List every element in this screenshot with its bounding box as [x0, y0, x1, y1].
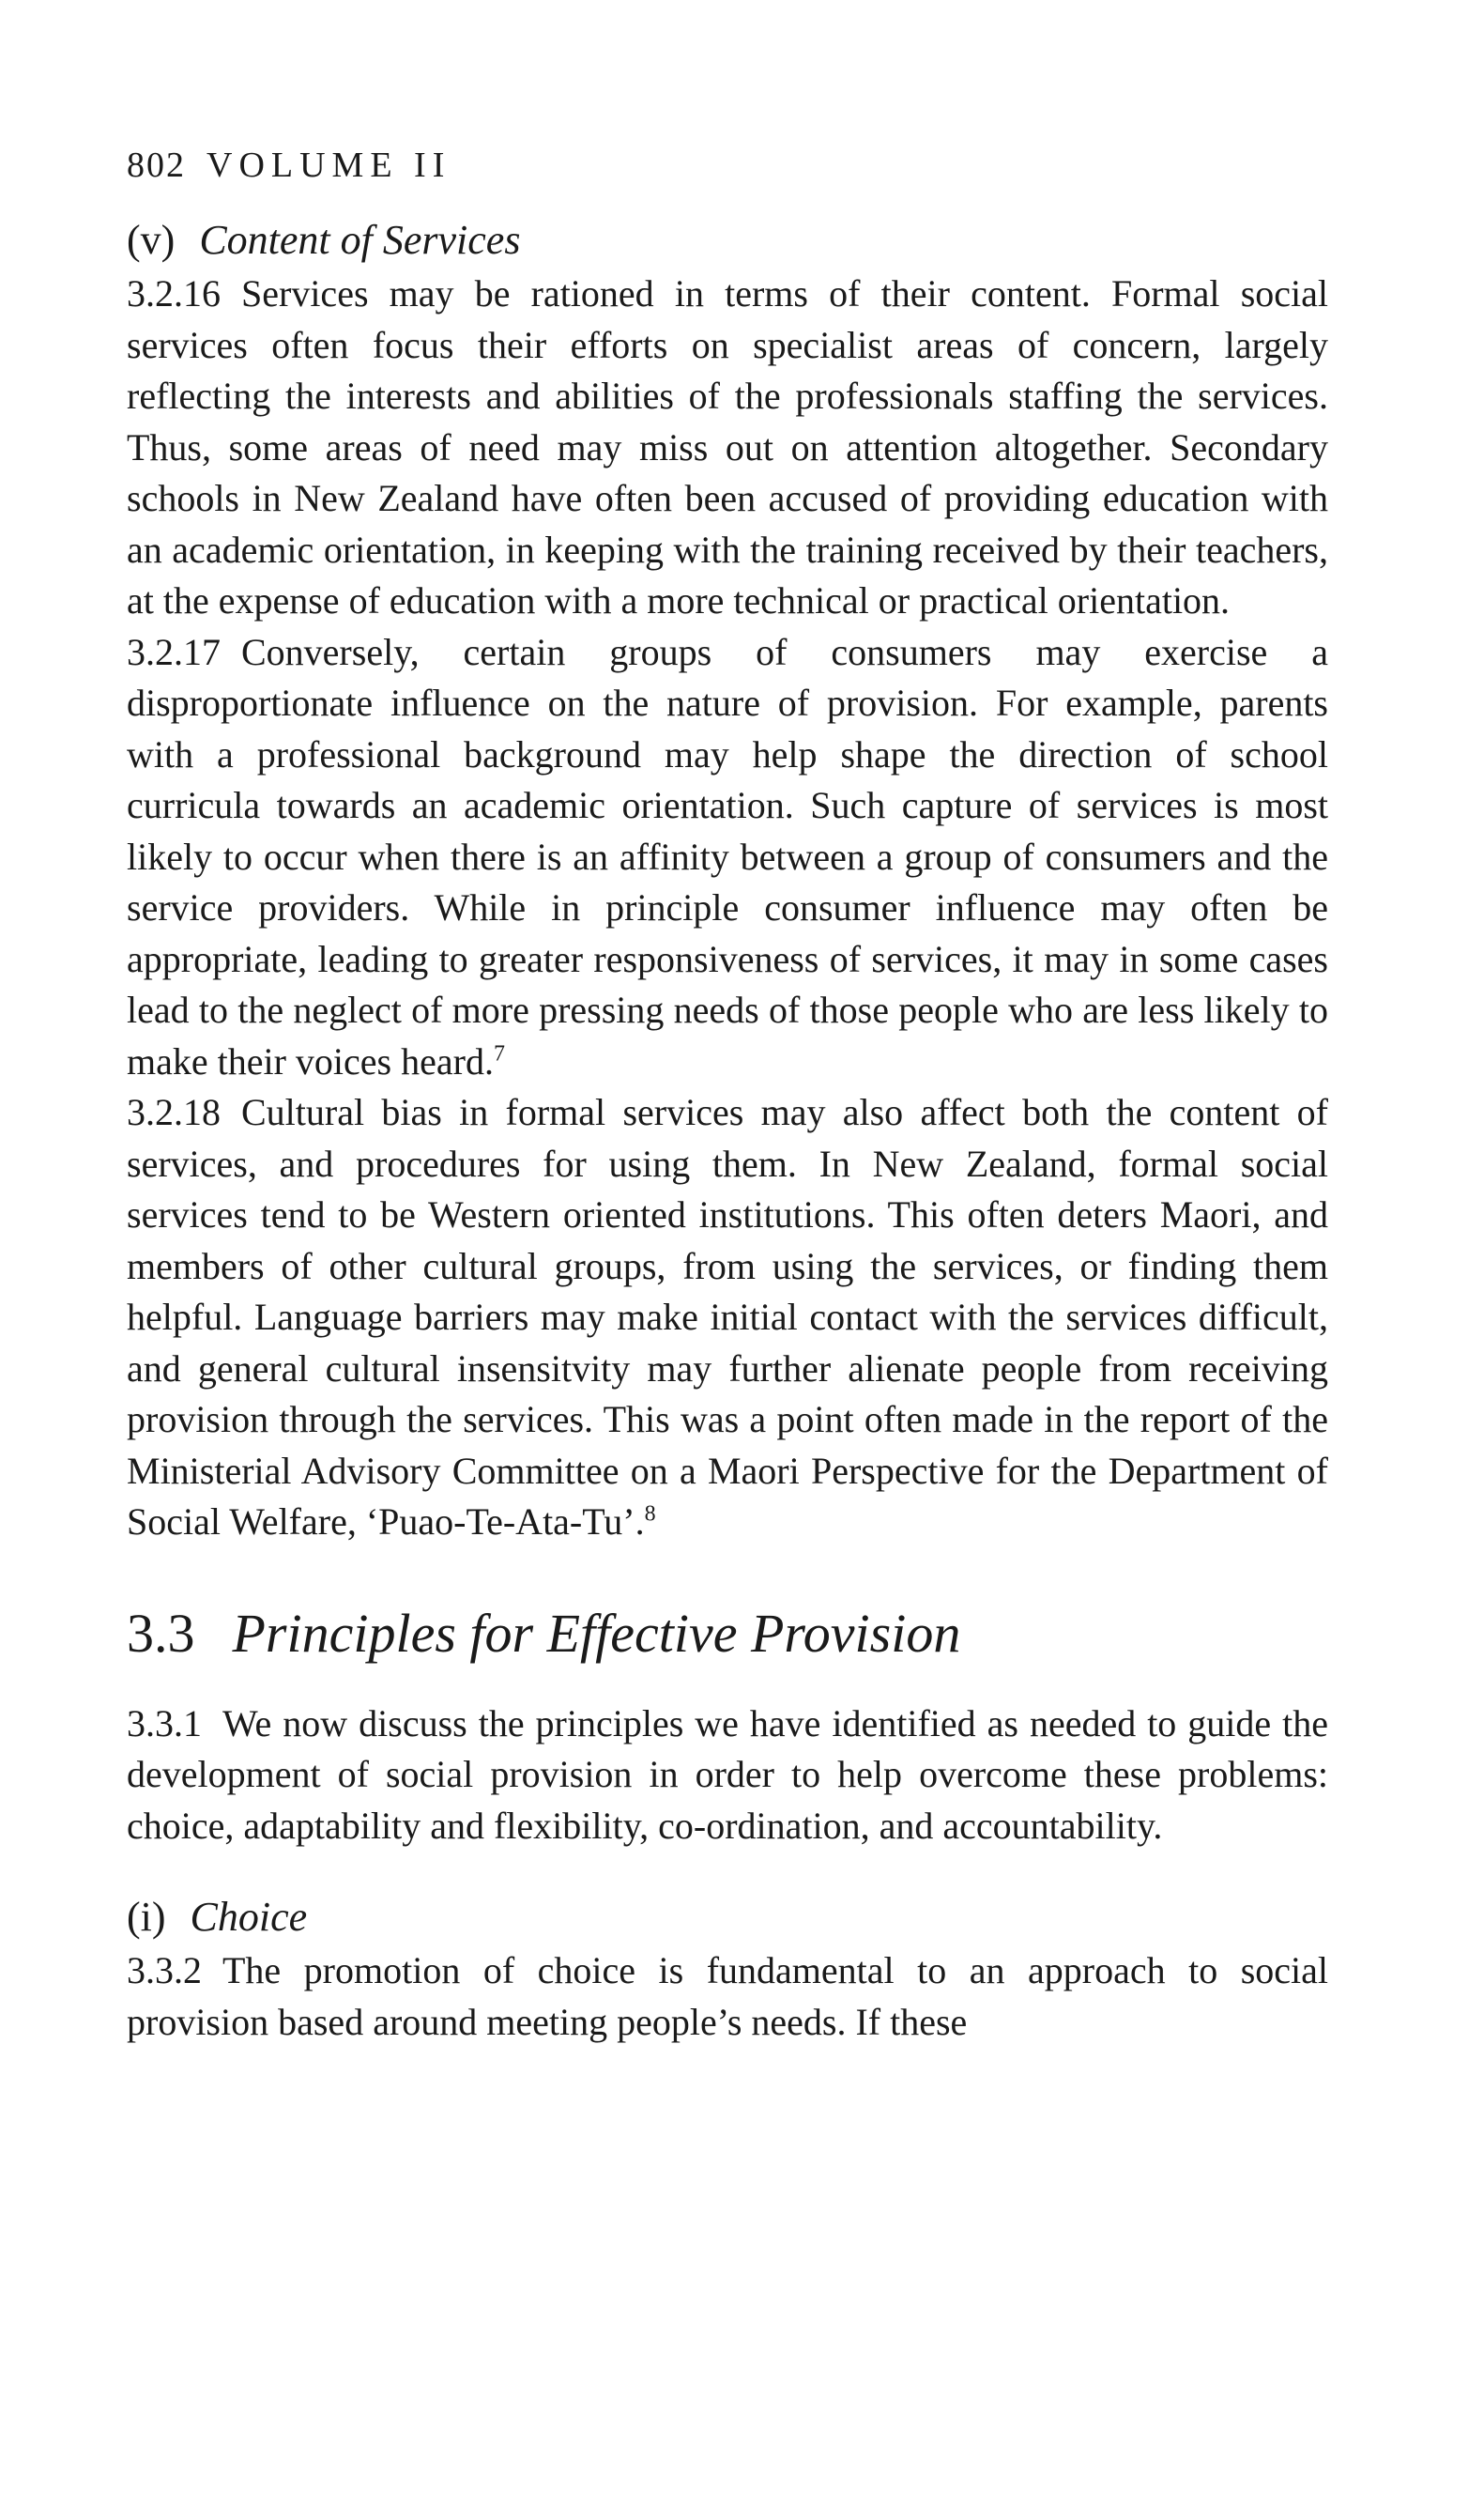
footnote-reference[interactable]: 7 [493, 1041, 505, 1067]
subsection-title: Choice [190, 1894, 308, 1940]
subsection-heading-choice [127, 1889, 1328, 1945]
paragraph-3-2-18 [127, 1087, 1328, 1548]
paragraph-text: Services may be rationed in terms of their content. Formal social services often focus their efforts on specialist areas of concern, largely reflecting the interests and abilities of the professionals staffing the services. Thus, some areas of need may miss out on attention altogether. Secondary schools in New Zealand have often been accused of providing education with an academic orientation, in keeping with the training received by their teachers, at the expense of education with a more technical or practical orientation. [127, 272, 1328, 622]
paragraph-number: 3.3.1 [127, 1701, 202, 1744]
paragraph-3-2-16 [127, 269, 1328, 627]
paragraph-text: We now discuss the principles we have identified as needed to guide the development of social provision in order to help overcome these problems: choice, adaptability and flexibility, co-ordination, and accountability. [127, 1701, 1328, 1847]
subsection-heading-content-of-services [127, 212, 1328, 269]
book-page [127, 141, 1328, 2048]
subsection-number: (i) [127, 1894, 166, 1940]
volume-label: VOLUME II [207, 146, 451, 185]
paragraph-number: 3.2.18 [127, 1091, 221, 1133]
section-heading-principles [127, 1601, 1328, 1667]
paragraph-text: Conversely, certain groups of consumers may exercise a disproportionate influence on the nature of provision. For example, parents with a professional background may help shape the direction of school curricula towards an academic orientation. Such capture of services is most likely to occur when there is an affinity between a group of consumers and the service providers. While in principle consumer influence may often be appropriate, leading to greater responsiveness of services, it may in some cases lead to the neglect of more pressing needs of those people who are less likely to make their voices heard. [127, 630, 1328, 1083]
section-title: Principles for Effective Provision [232, 1602, 961, 1664]
subsection-number: (v) [127, 217, 176, 263]
paragraph-text: Cultural bias in formal services may also affect both the content of services, and procedures for using them. In New Zealand, formal social services tend to be Western oriented institutions. This often deters Maori, and members of other cultural groups, from using the services, or finding them helpful. Language barriers may make initial contact with the services difficult, and general cultural insensitvity may further alienate people from receiving provision through the services. This was a point often made in the report of the Ministerial Advisory Committee on a Maori Perspective for the Department of Social Welfare, ‘Puao-Te-Ata-Tu’. [127, 1091, 1328, 1543]
paragraph-3-3-2 [127, 1945, 1328, 2048]
footnote-reference[interactable]: 8 [644, 1501, 656, 1527]
running-head [127, 141, 1328, 190]
paragraph-3-3-1 [127, 1698, 1328, 1852]
paragraph-number: 3.3.2 [127, 1949, 202, 1991]
subsection-title: Content of Services [199, 217, 521, 263]
paragraph-number: 3.2.17 [127, 630, 221, 673]
paragraph-number: 3.2.16 [127, 272, 221, 315]
section-number: 3.3 [127, 1602, 195, 1664]
paragraph-3-2-17 [127, 627, 1328, 1088]
page-number: 802 [127, 146, 186, 185]
paragraph-text: The promotion of choice is fundamental to an approach to social provision based around meeting people’s needs. If these [127, 1949, 1328, 2043]
